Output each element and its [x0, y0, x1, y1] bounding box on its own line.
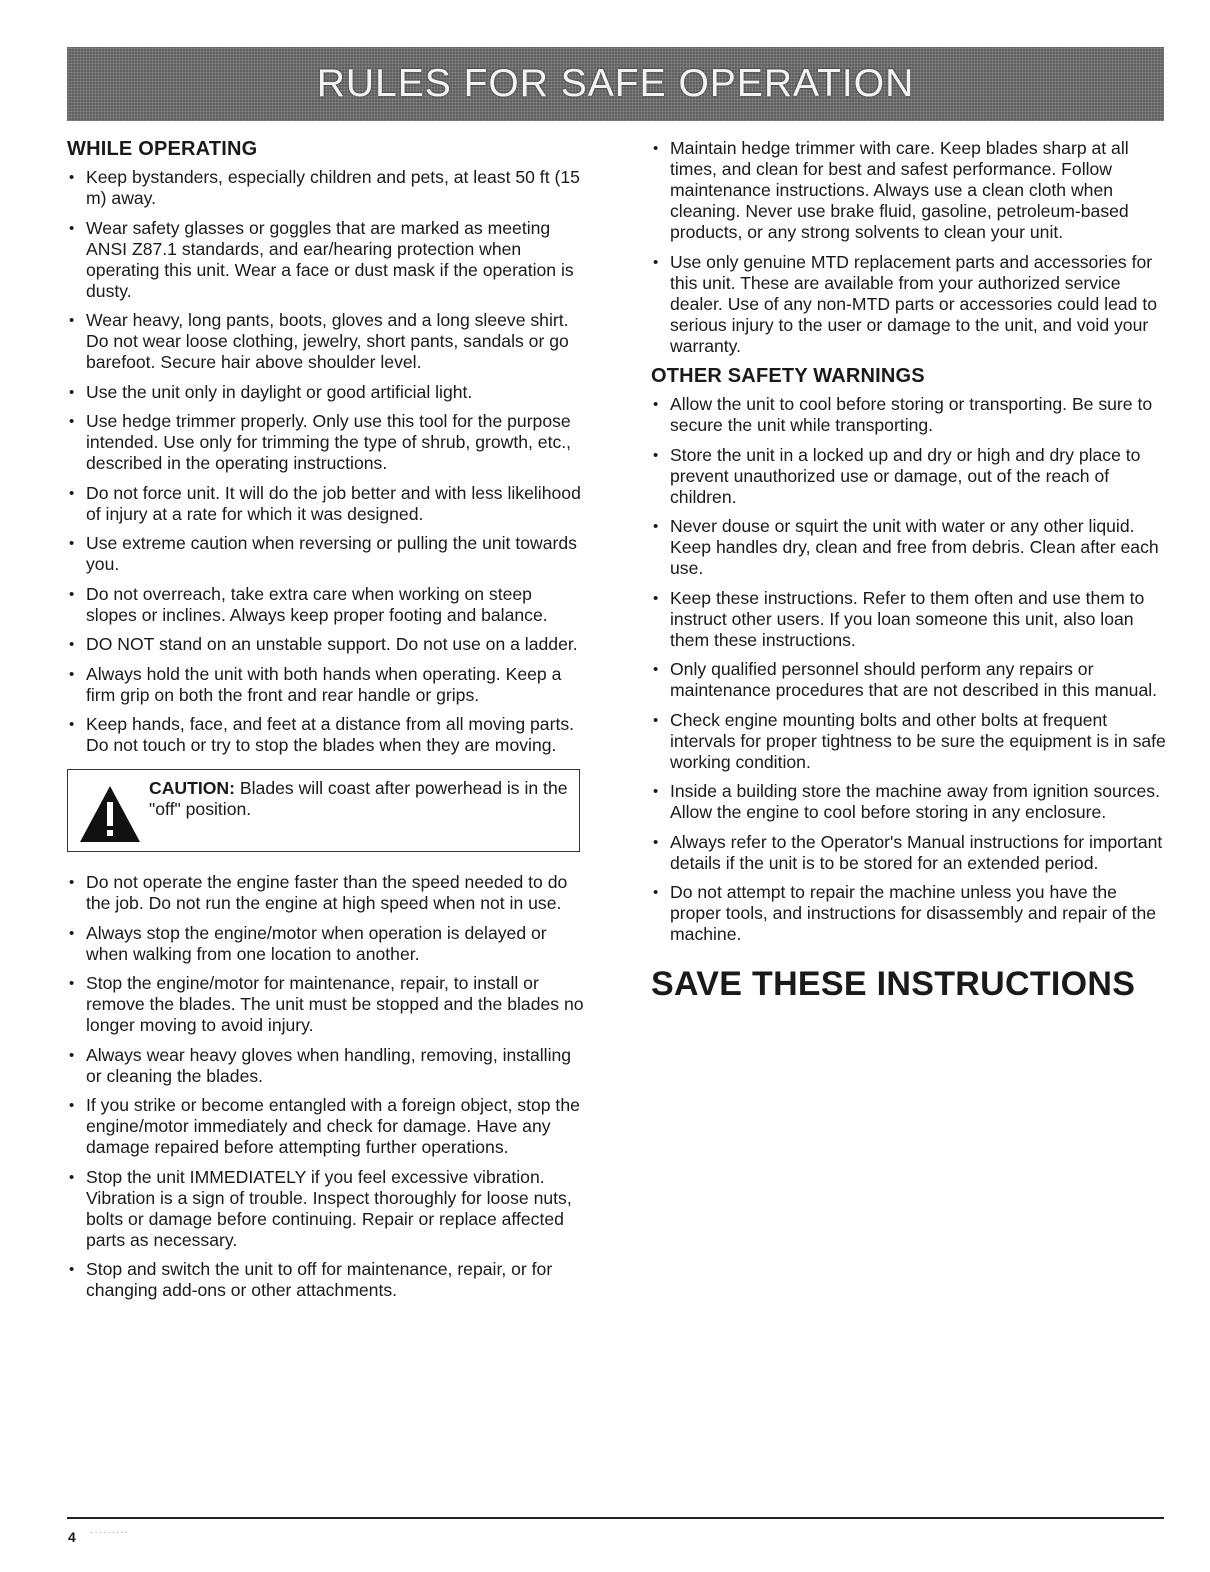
list-item: • Check engine mounting bolts and other bolts at frequent intervals for proper tightness to be sure the equipment is in safe working condition.	[651, 710, 1166, 773]
list-item: • Do not attempt to repair the machine unless you have the proper tools, and instructions for disassembly and repair of the machine.	[651, 882, 1166, 945]
list-item: • Use only genuine MTD replacement parts and accessories for this unit. These are available from your authorized service dealer. Use of any non-MTD parts or accessories could lead to serious injury to the user or damage to the unit, and void your warranty.	[651, 252, 1166, 357]
list-item: • Store the unit in a locked up and dry or high and dry place to prevent unauthorized use or damage, out of the reach of children.	[651, 445, 1166, 508]
bullet-list-engine	[67, 872, 587, 1301]
list-item: • Wear safety glasses or goggles that are marked as meeting ANSI Z87.1 standards, and ear/hearing protection when operating this unit. Wear a face or dust mask if the operation is dusty.	[67, 218, 587, 302]
list-item: • Stop and switch the unit to off for maintenance, repair, or for changing add-ons or other attachments.	[67, 1259, 587, 1301]
bullet-list-other-warnings	[651, 394, 1166, 945]
footer-dots: ·········	[90, 1527, 129, 1538]
list-item: • Use the unit only in daylight or good artificial light.	[67, 382, 587, 403]
bullet-list-maintenance	[651, 138, 1166, 357]
list-item: • Do not overreach, take extra care when working on steep slopes or inclines. Always keep proper footing and balance.	[67, 584, 587, 626]
list-item: • Maintain hedge trimmer with care. Keep blades sharp at all times, and clean for best and safest performance. Follow maintenance instructions. Always use a clean cloth when cleaning. Never use brake fluid, gasoline, petroleum-based products, or any strong solvents to clean your unit.	[651, 138, 1166, 243]
list-item: • If you strike or become entangled with a foreign object, stop the engine/motor immediately and check for damage. Have any damage repaired before attempting further operations.	[67, 1095, 587, 1158]
list-item: • Wear heavy, long pants, boots, gloves and a long sleeve shirt. Do not wear loose clothing, jewelry, short pants, sandals or go barefoot. Secure hair above shoulder level.	[67, 310, 587, 373]
list-item: • DO NOT stand on an unstable support. Do not use on a ladder.	[67, 634, 587, 655]
left-column	[67, 138, 587, 1310]
list-item: • Always refer to the Operator's Manual instructions for important details if the unit is to be stored for an extended period.	[651, 832, 1166, 874]
bullet-list-while-operating	[67, 167, 587, 756]
title-banner	[67, 47, 1164, 121]
list-item: • Only qualified personnel should perform any repairs or maintenance procedures that are not described in this manual.	[651, 659, 1166, 701]
footer-divider	[67, 1517, 1164, 1519]
list-item: • Use extreme caution when reversing or pulling the unit towards you.	[67, 533, 587, 575]
caution-label: CAUTION:	[149, 778, 236, 798]
caution-box	[67, 769, 580, 852]
caution-message: Blades will coast after powerhead is in the "off" position.	[149, 778, 568, 819]
banner-title: RULES FOR SAFE OPERATION	[316, 62, 915, 105]
section-heading-other-safety-warnings: OTHER SAFETY WARNINGS	[651, 365, 925, 387]
list-item: • Keep hands, face, and feet at a distance from all moving parts. Do not touch or try to stop the blades when they are moving.	[67, 714, 587, 756]
list-item: • Always stop the engine/motor when operation is delayed or when walking from one location to another.	[67, 923, 587, 965]
list-item: • Do not force unit. It will do the job better and with less likelihood of injury at a rate for which it was designed.	[67, 483, 587, 525]
right-column	[651, 138, 1166, 1004]
list-item: • Inside a building store the machine away from ignition sources. Allow the engine to cool before storing in any enclosure.	[651, 781, 1166, 823]
list-item: • Stop the unit IMMEDIATELY if you feel excessive vibration. Vibration is a sign of trouble. Inspect thoroughly for loose nuts, bolts or damage before continuing. Repair or replace affected parts as necessary.	[67, 1167, 587, 1251]
list-item: • Keep bystanders, especially children and pets, at least 50 ft (15 m) away.	[67, 167, 587, 209]
caution-text	[149, 778, 569, 820]
list-item: • Always wear heavy gloves when handling, removing, installing or cleaning the blades.	[67, 1045, 587, 1087]
page-number: 4	[68, 1529, 76, 1545]
list-item: • Always hold the unit with both hands when operating. Keep a firm grip on both the front and rear handle or grips.	[67, 664, 587, 706]
list-item: • Allow the unit to cool before storing or transporting. Be sure to secure the unit while transporting.	[651, 394, 1166, 436]
list-item: • Use hedge trimmer properly. Only use this tool for the purpose intended. Use only for trimming the type of shrub, growth, etc., described in the operating instructions.	[67, 411, 587, 474]
save-instructions-heading: SAVE THESE INSTRUCTIONS	[651, 965, 1136, 1003]
list-item: • Stop the engine/motor for maintenance, repair, to install or remove the blades. The unit must be stopped and the blades no longer moving to avoid injury.	[67, 973, 587, 1036]
warning-triangle-icon	[78, 784, 142, 844]
list-item: • Do not operate the engine faster than the speed needed to do the job. Do not run the engine at high speed when not in use.	[67, 872, 587, 914]
section-heading-while-operating: WHILE OPERATING	[67, 138, 258, 160]
list-item: • Keep these instructions. Refer to them often and use them to instruct other users. If you loan someone this unit, also loan them these instructions.	[651, 588, 1166, 651]
list-item: • Never douse or squirt the unit with water or any other liquid. Keep handles dry, clean and free from debris. Clean after each use.	[651, 516, 1166, 579]
